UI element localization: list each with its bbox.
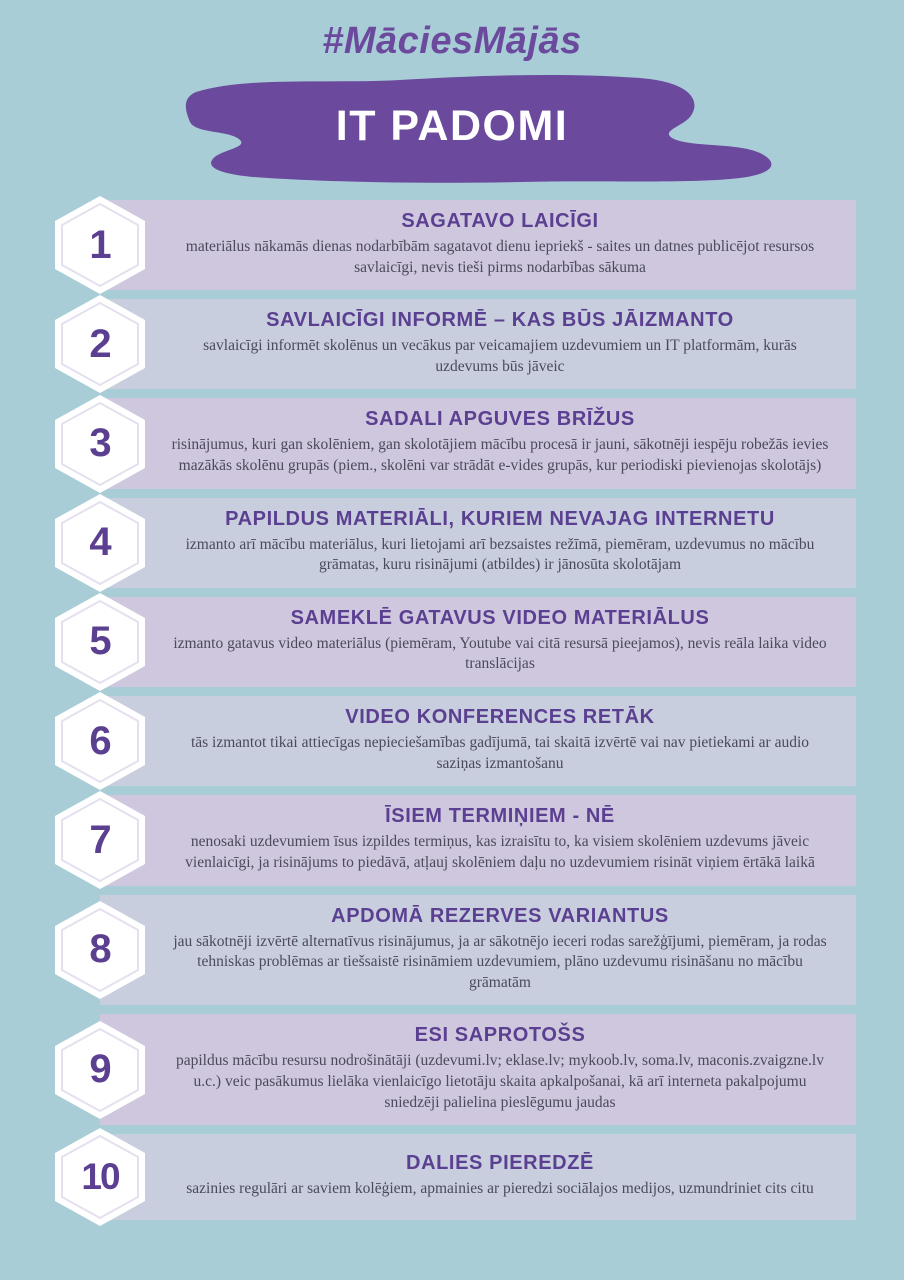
tip-text: izmanto arī mācību materiālus, kuri lietojami arī bezsaistes režīmā, piemēram, uzdevumus no mācību grāmatas, kuru risinājumi (atbildes) ir jānosūta skolotājam	[185, 535, 815, 574]
tip-number: 4	[89, 520, 111, 565]
tip-number: 3	[89, 421, 111, 466]
tip-title: SADALI APGUVES BRĪŽUS	[365, 408, 635, 431]
tip-band	[100, 597, 856, 687]
tip-band	[100, 696, 856, 786]
tip-text: papildus mācību resursu nodrošinātāji (uzdevumi.lv; eklase.lv; mykoob.lv, soma.lv, maconis.zvaigzne.lv u.c.) veic pasākumus lielāka vienlaicīgo lietotāju skaita apkalpošanai, kā arī interneta pakalpojumu sniedzēji palielina pieslēgumu jaudas	[176, 1052, 824, 1111]
tip-number: 7	[89, 817, 111, 862]
tip-text: nenosaki uzdevumiem īsus izpildes termiņus, kas izraisītu to, ka visiem skolēniem uzdevums jāveic vienlaicīgi, ja risinājums to piedāvā, atļauj skolēniem daļu no uzdevumiem risināt viņiem ērtākā laikā	[185, 833, 815, 871]
hex-badge	[48, 292, 152, 396]
tip-number: 10	[81, 1156, 119, 1198]
tip-item	[48, 200, 856, 290]
tip-title: ESI SAPROTOŠS	[414, 1024, 586, 1047]
tip-title: SAVLAICĪGI INFORMĒ – KAS BŪS JĀIZMANTO	[266, 309, 734, 332]
hex-badge	[48, 491, 152, 595]
tip-text: materiālus nākamās dienas nodarbībām sagatavot dienu iepriekš - saites un datnes publicējot resursos savlaicīgi, nevis tieši pirms nodarbības sākuma	[185, 238, 815, 276]
tip-band	[100, 795, 856, 885]
tip-item	[48, 895, 856, 1006]
tip-band	[100, 895, 856, 1006]
tip-band	[100, 1134, 856, 1220]
tip-text: sazinies regulāri ar saviem kolēģiem, apmainies ar pieredzi sociālajos medijos, uzmundriniet cits citu	[186, 1180, 814, 1198]
tip-band	[100, 398, 856, 488]
tip-item	[48, 299, 856, 389]
tip-number: 9	[89, 1047, 111, 1092]
tip-title: VIDEO KONFERENCES RETĀK	[345, 706, 655, 729]
tip-band	[100, 498, 856, 588]
tip-item	[48, 1014, 856, 1125]
hex-badge	[48, 1125, 152, 1229]
page-title: IT PADOMI	[335, 101, 569, 150]
tip-item	[48, 795, 856, 885]
tip-title: PAPILDUS MATERIĀLI, KURIEM NEVAJAG INTERNETU	[225, 507, 775, 530]
tip-title: ĪSIEM TERMIŅIEM - NĒ	[385, 805, 615, 828]
hex-badge	[48, 898, 152, 1002]
tip-text: jau sākotnēji izvērtē alternatīvus risinājumus, ja ar sākotnējo ieceri rodas sarežģījumi, piemēram, ja rodas tehniskas problēmas ar tiešsaistē risināmiem uzdevumiem, plāno uzdevumu risināšanu no mācību grāmatām	[173, 932, 827, 991]
hex-badge	[48, 590, 152, 694]
hex-badge	[48, 193, 152, 297]
title-brush-banner	[0, 70, 904, 190]
hex-badge	[48, 689, 152, 793]
tip-text: risinājumus, kuri gan skolēniem, gan skolotājiem mācību procesā ir jauni, sākotnēji iespēju robežās ievies mazākās skolēnu grupās (piem., skolēni var strādāt e-vides grupās, kur periodiski pievienojas skolotājs)	[171, 436, 829, 475]
tip-title: SAGATAVO LAICĪGI	[401, 210, 599, 232]
hex-badge	[48, 788, 152, 892]
tip-number: 1	[89, 222, 111, 267]
page-hashtag: #MāciesMājās	[322, 20, 582, 62]
tip-item	[48, 696, 856, 786]
tip-text: izmanto gatavus video materiālus (piemēram, Youtube vai citā resursā pieejamos), nevis reāla laika video translācijas	[173, 634, 827, 673]
tip-text: savlaicīgi informēt skolēnus un vecākus par veicamajiem uzdevumiem un IT platformām, kurās uzdevums būs jāveic	[203, 337, 797, 375]
tip-number: 6	[89, 718, 111, 763]
tip-item	[48, 1134, 856, 1220]
tip-item	[48, 498, 856, 588]
tips-list	[0, 200, 904, 1220]
hex-badge	[48, 1018, 152, 1122]
hex-badge	[48, 392, 152, 496]
tip-title: SAMEKLĒ GATAVUS VIDEO MATERIĀLUS	[290, 606, 710, 629]
tip-text: tās izmantot tikai attiecīgas nepieciešamības gadījumā, tai skaitā izvērtē vai nav pietiekami ar audio saziņas izmantošanu	[190, 734, 810, 772]
tip-band	[100, 200, 856, 290]
tip-band	[100, 1014, 856, 1125]
tip-item	[48, 597, 856, 687]
tip-title: DALIES PIEREDZĒ	[406, 1152, 594, 1175]
tip-band	[100, 299, 856, 389]
tip-number: 2	[89, 321, 111, 366]
tip-title: APDOMĀ REZERVES VARIANTUS	[331, 904, 669, 927]
tip-item	[48, 398, 856, 488]
tip-number: 8	[89, 927, 111, 972]
tip-number: 5	[89, 619, 111, 664]
